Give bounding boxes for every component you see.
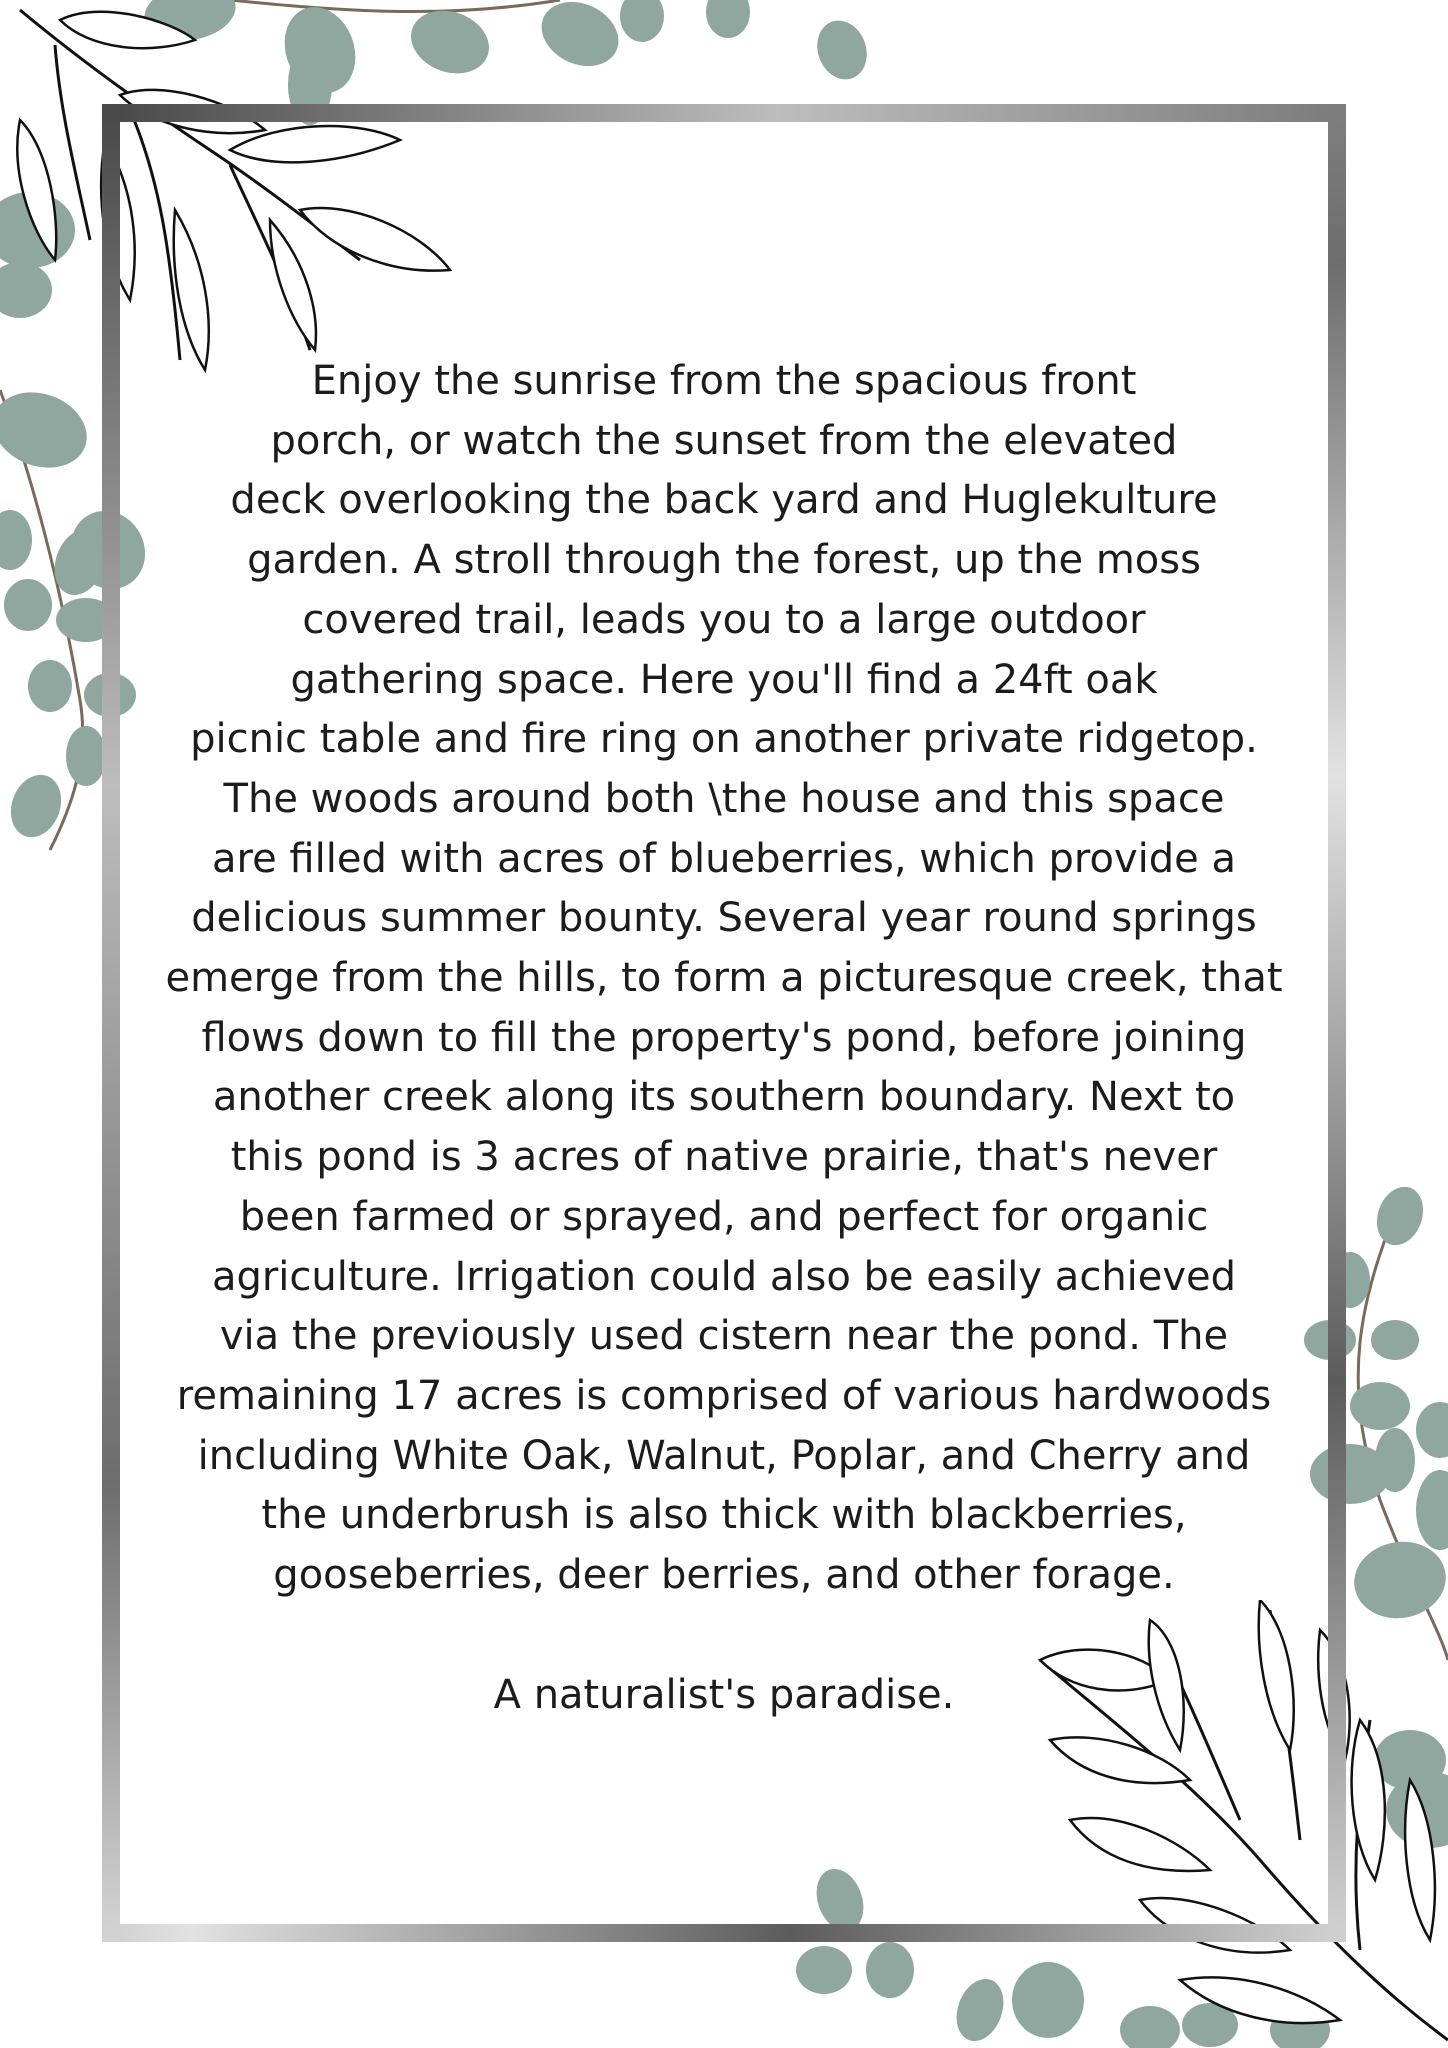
body-paragraph [130, 352, 1318, 1606]
paragraph-line: via the previously used cistern near the pond. The [219, 1313, 1229, 1360]
paragraph-line: covered trail, leads you to a large outdoor [302, 596, 1146, 643]
paragraph-line: remaining 17 acres is comprised of various hardwoods [176, 1372, 1272, 1419]
paragraph-line: are filled with acres of blueberries, which provide a [212, 835, 1236, 882]
paragraph-line: flows down to fill the property's pond, before joining [201, 1014, 1247, 1061]
paragraph-line: delicious summer bounty. Several year round springs [191, 895, 1257, 942]
paragraph-line: the underbrush is also thick with blackberries, [261, 1492, 1187, 1539]
tagline: A naturalist's paradise. [493, 1672, 955, 1718]
paragraph-line: emerge from the hills, to form a picturesque creek, that [165, 955, 1283, 1002]
paragraph-line: been farmed or sprayed, and perfect for organic [239, 1193, 1209, 1240]
paragraph-line: The woods around both \the house and this space [223, 775, 1225, 822]
paragraph-line: including White Oak, Walnut, Poplar, and Cherry and [197, 1432, 1251, 1479]
paragraph-line: garden. A stroll through the forest, up the moss [247, 537, 1201, 584]
paragraph-line: agriculture. Irrigation could also be easily achieved [211, 1253, 1237, 1300]
paragraph-line: gooseberries, deer berries, and other forage. [273, 1552, 1175, 1599]
paragraph-line: this pond is 3 acres of native prairie, that's never [230, 1134, 1218, 1181]
paragraph-line: porch, or watch the sunset from the elevated [270, 417, 1178, 464]
paragraph-line: Enjoy the sunrise from the spacious front [311, 358, 1137, 404]
paragraph-line: another creek along its southern boundary. Next to [212, 1074, 1236, 1121]
paragraph-line: gathering space. Here you'll find a 24ft oak [290, 656, 1158, 703]
paragraph-line: deck overlooking the back yard and Huglekulture [230, 477, 1218, 524]
paragraph-line: picnic table and fire ring on another private ridgetop. [190, 716, 1258, 763]
